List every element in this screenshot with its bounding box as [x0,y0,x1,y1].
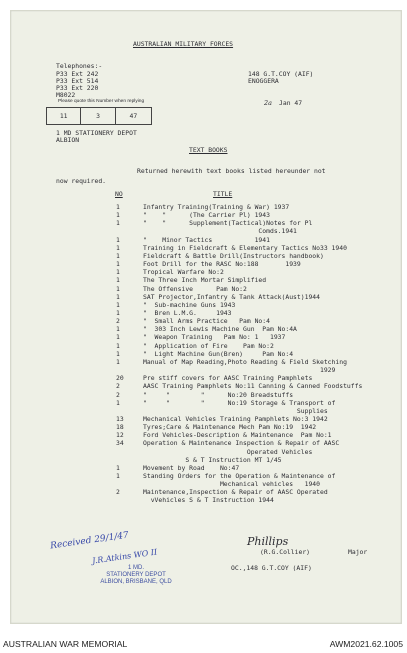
footer-accession: AWM2021.62.1005 [329,639,403,649]
ref-cell: 3 [81,108,115,124]
item-title: S & T Instruction MT 1/45 [143,455,282,464]
item-count: 2 [116,390,120,399]
item-count: 1 [116,235,120,244]
addressee-line: ALBION [56,136,80,144]
phone-line: P33 Ext 514 [56,77,99,85]
unit-name: 148 G.T.COY (AIF) [248,70,314,78]
item-count: 1 [116,203,120,211]
item-title: Comds.1941 [143,227,297,236]
item-count: 1 [116,398,120,407]
item-count: 1 [116,341,120,350]
item-title: Operated Vehicles [143,447,313,456]
item-count: 1 [116,349,120,358]
quote-note: Please quote this Number when replying [58,99,145,104]
item-count: 12 [116,431,124,440]
item-count: 1 [116,308,120,317]
item-title: AASC Training Pamphlets No:11 Canning & Canned Foodstuffs [143,382,363,391]
telephones-label: Telephones:- [56,62,103,70]
item-title: Pre stiff covers for AASC Training Pamphlets [143,374,313,383]
item-title: Tyres;Care & Maintenance Mech Pam No:19 1942 [143,423,317,432]
phone-line: P33 Ext 220 [56,84,99,92]
item-count: 20 [116,374,124,383]
item-title: Mechanical Vehicles Training Pamphlets No:3 1942 [143,414,328,423]
item-count: 1 [116,463,120,472]
item-title: " Weapon Training Pam No: 1 1937 [143,333,286,342]
item-count: 1 [116,357,120,366]
letter-date: Jan 47 [279,99,303,107]
stamp-line: ALBION, BRISBANE, QLD [100,579,172,585]
item-count: 34 [116,439,124,448]
unit-location: ENOGGERA [248,77,279,85]
item-title: Mechanical vehicles 1940 [143,480,320,489]
item-title: Movement by Road No:47 [143,463,240,472]
item-count: 1 [116,243,120,252]
item-count: 1 [116,260,120,269]
item-count: 1 [116,325,120,334]
item-count: 18 [116,423,124,432]
item-count: 13 [116,414,124,423]
item-title: SAT Projector,Infantry & Tank Attack(Aust)1944 [143,292,320,301]
item-title: Ford Vehicles-Description & Maintenance Pam No:1 [143,431,332,440]
signature-scrawl: Phillips [247,535,289,548]
item-title: vVehicles S & T Instruction 1944 [143,496,274,505]
item-title: The Offensive Pam No:2 [143,284,247,293]
item-title: Foot Drill for the RASC No:188 1939 [143,260,301,269]
item-title: " " (The Carrier Pl) 1943 [143,211,270,220]
item-count: 2 [116,317,120,326]
item-title: Tropical Warfare No:2 [143,268,224,277]
stamp-line: 1 MD. [127,565,144,571]
item-title: " Minor Tactics 1941 [143,235,270,244]
received-note: Received 29/1/47 [49,530,130,552]
item-title: Operation & Maintenance Inspection & Repair of AASC [143,439,340,448]
signatory-title: OC.,148 G.T.COY (AIF) [231,564,312,572]
item-count: 1 [116,211,120,220]
item-count: 1 [116,251,120,260]
addressee-line: 1 MD STATIONERY DEPOT [56,129,137,137]
date-mark: 2a [264,99,272,107]
intro-line: now required. [56,177,107,185]
item-title: Maintenance,Inspection & Repair of AASC Operated [143,488,328,497]
item-count: 1 [116,300,120,309]
ref-cell: 11 [47,108,81,124]
item-title: 1929 [143,366,336,374]
signatory-name: (R.G.Collier) [260,548,311,556]
ref-cell: 47 [129,112,138,120]
item-title: " " " No:19 Storage & Transport of [143,398,336,407]
footer-institution: AUSTRALIAN WAR MEMORIAL [3,639,128,649]
item-count: 1 [116,333,120,342]
column-title: TITLE [213,190,233,198]
phone-line: M8022 [56,91,76,99]
item-count: 1 [116,292,120,301]
intro-line: Returned herewith text books listed hereunder not [137,167,326,175]
document-title: AUSTRALIAN MILITARY FORCES [133,40,234,48]
stamp-line: STATIONERY DEPOT [106,572,166,578]
item-title: Standing Orders for the Operation & Maintenance of [143,471,336,480]
item-count: 1 [116,284,120,293]
item-title: Supplies [143,406,328,415]
archive-footer [0,636,407,653]
item-title: " Bren L.M.G. 1943 [143,308,232,317]
item-count: 1 [116,276,120,285]
item-title: Manual of Map Reading,Photo Reading & Field Sketching [143,357,347,366]
item-title: Training in Fieldcraft & Elementary Tactics No33 1940 [143,243,347,252]
item-title: " Light Machine Gun(Bren) Pam No:4 [143,349,294,358]
item-count: 1 [116,471,120,480]
item-title: " " " No:20 Breadstuffs [143,390,294,399]
phone-line: P33 Ext 242 [56,70,99,78]
item-title: Fieldcraft & Battle Drill(Instructors handbook) [143,251,324,260]
item-count: 2 [116,488,120,497]
item-title: Infantry Training(Training & War) 1937 [143,203,290,211]
column-no: NO [115,190,123,198]
received-initials: J.R.Atkins WO II [91,547,158,566]
item-title: " Application of Fire Pam No:2 [143,341,274,350]
item-count: 1 [116,219,120,228]
signatory-rank: Major [348,548,368,556]
reference-box [46,107,152,125]
item-count: 2 [116,382,120,391]
item-count: 1 [116,268,120,277]
item-title: " Sub-machine Guns 1943 [143,300,236,309]
item-title: " 303 Inch Lewis Machine Gun Pam No:4A [143,325,297,334]
item-title: The Three Inch Mortar Simplified [143,276,267,285]
item-title: " " Supplement(Tactical)Notes for Pl [143,219,313,228]
subject-heading: TEXT BOOKS [189,146,228,154]
item-title: " Small Arms Practice Pam No:4 [143,317,270,326]
depot-stamp [90,565,182,586]
